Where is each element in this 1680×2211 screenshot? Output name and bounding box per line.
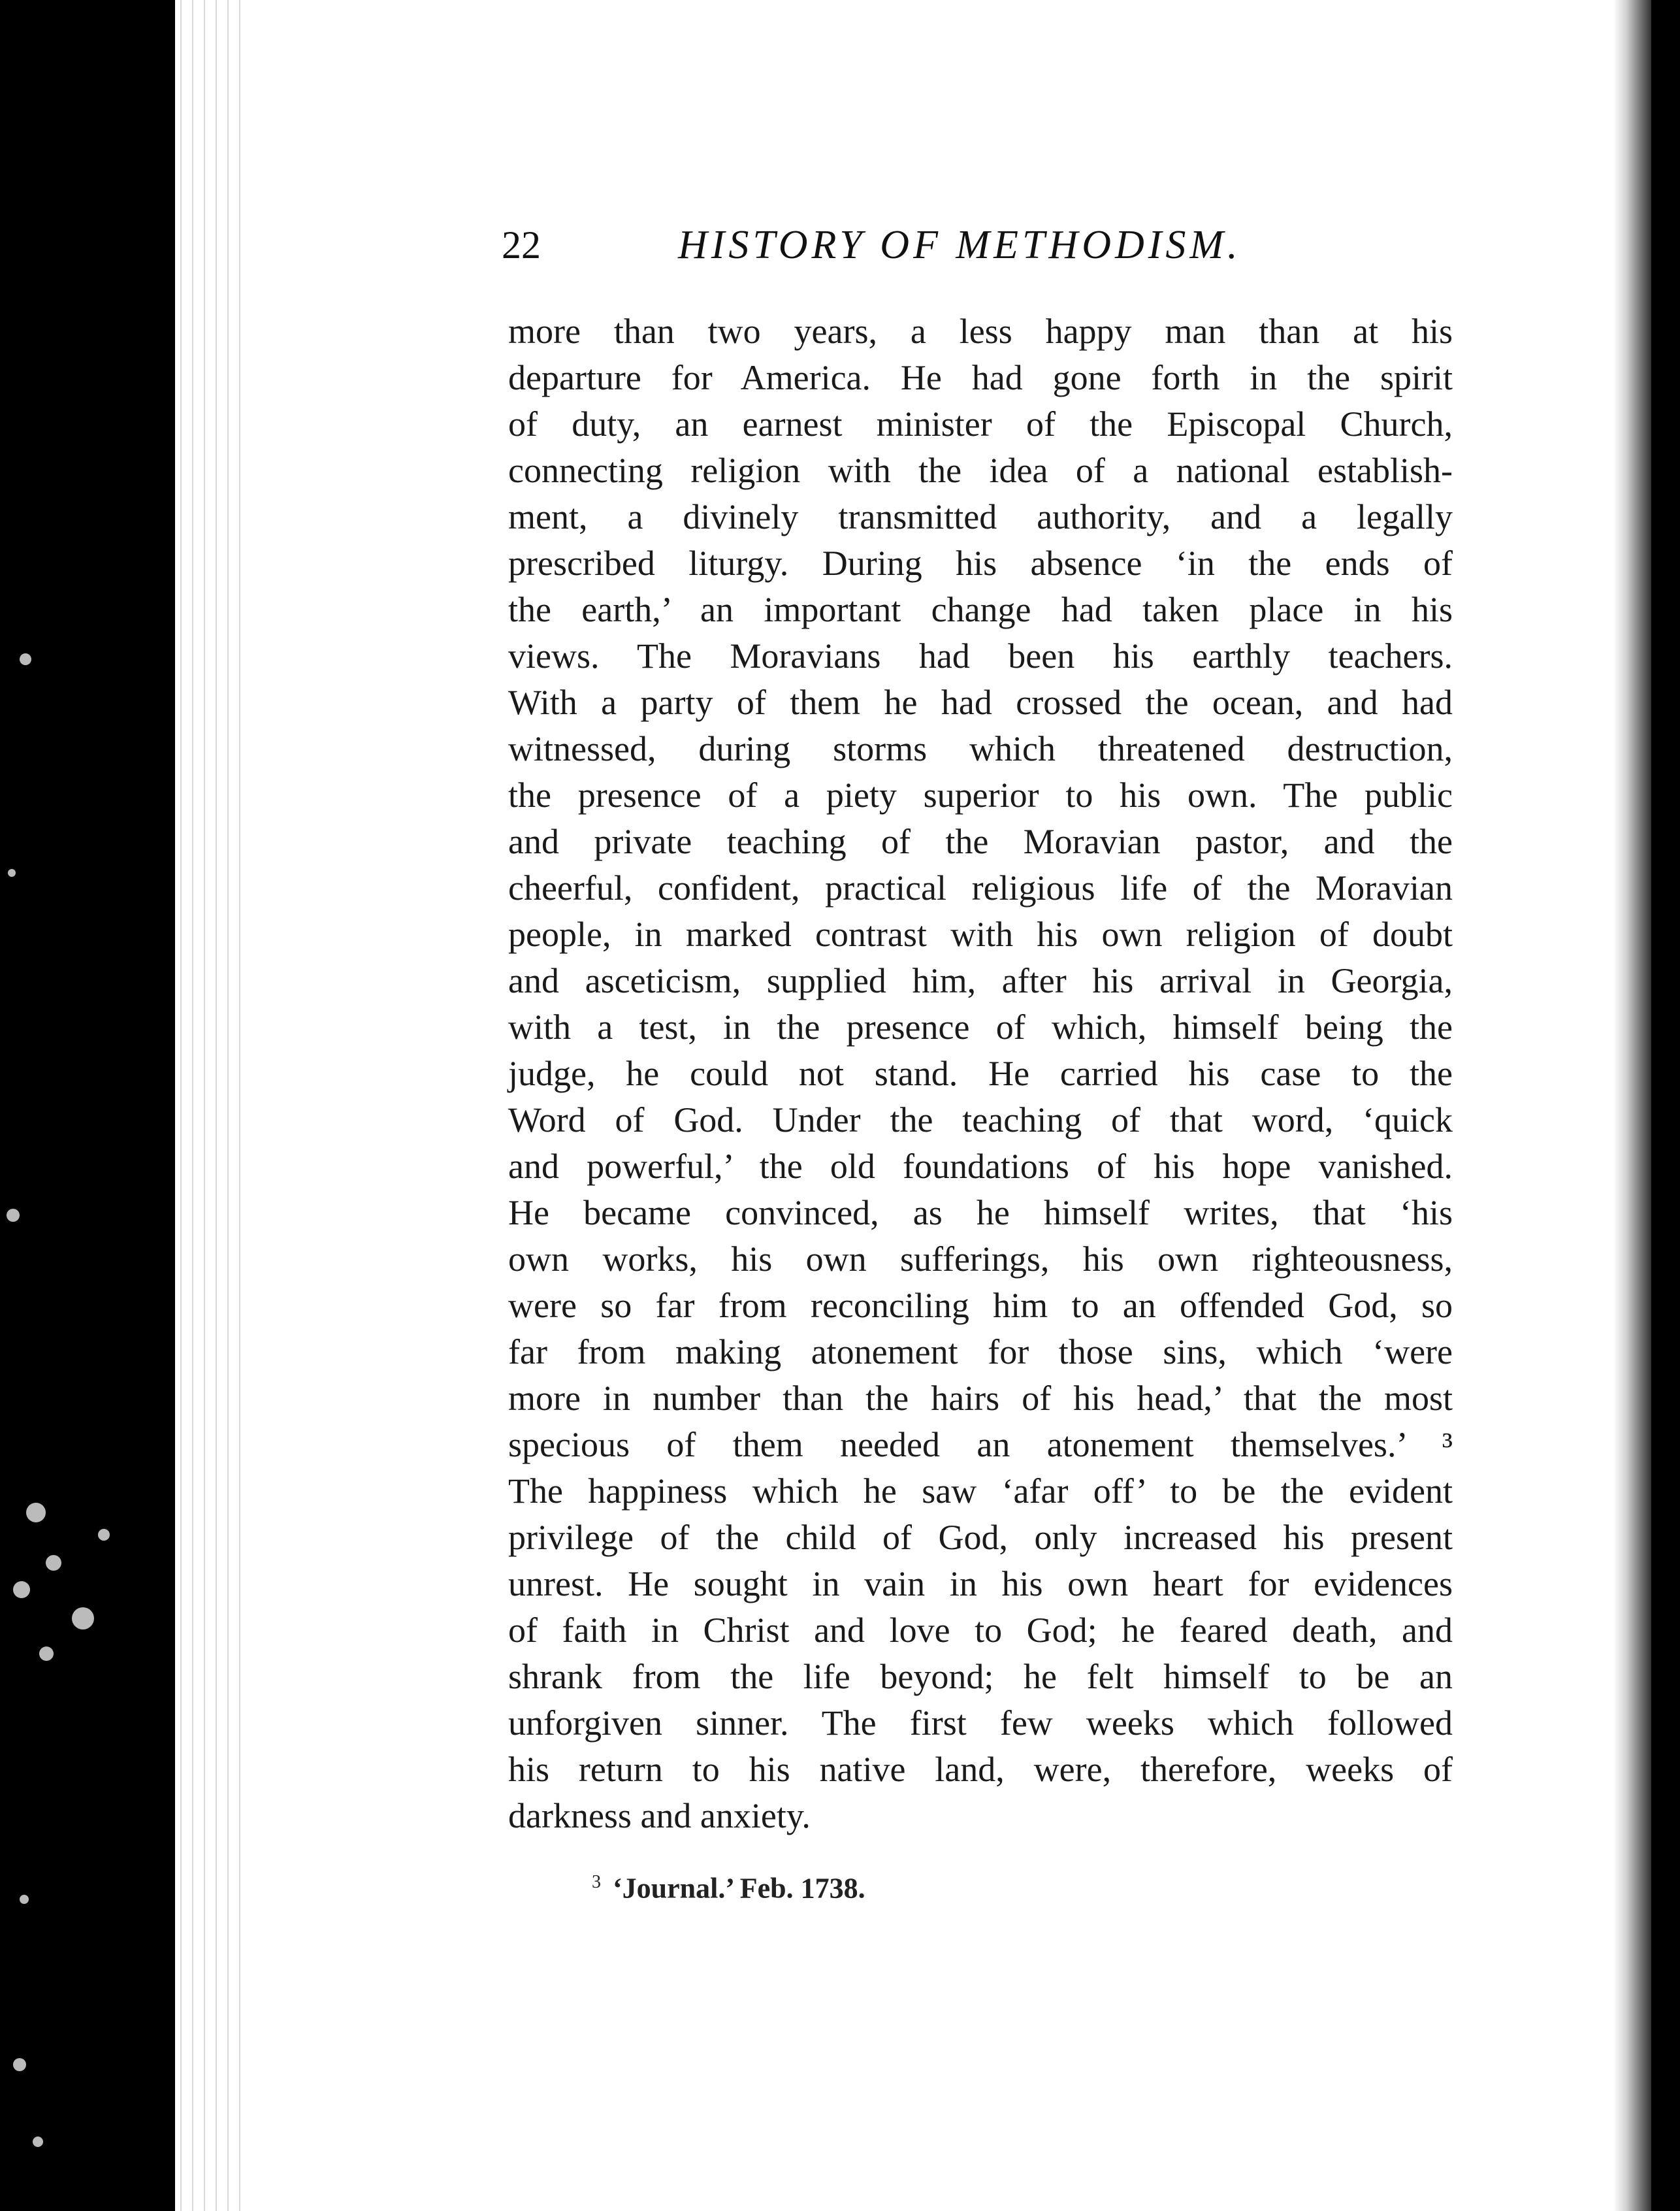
scan-speck [46, 1555, 61, 1571]
text-line: with a test, in the presence of which, himself being the [508, 1007, 1453, 1047]
text-line: more in number than the hairs of his head,’ that the most [508, 1379, 1453, 1418]
text-line: He became convinced, as he himself writes, that ‘his [508, 1193, 1453, 1232]
book-gutter-edge [1613, 0, 1651, 2211]
text-line: shrank from the life beyond; he felt himself to be an [508, 1657, 1453, 1696]
scan-speck [20, 1895, 29, 1904]
text-line: of faith in Christ and love to God; he feared death, and [508, 1611, 1453, 1650]
scan-speck [20, 653, 31, 665]
footnote-text: ‘Journal.’ Feb. 1738. [613, 1872, 865, 1905]
scan-right-margin [1651, 0, 1680, 2211]
body-text [508, 308, 1453, 1839]
text-line: views. The Moravians had been his earthly teachers. [508, 636, 1453, 676]
text-line: the earth,’ an important change had taken place in his [508, 590, 1453, 629]
text-line: the presence of a piety superior to his own. The public [508, 776, 1453, 815]
text-line: own works, his own sufferings, his own righteousness, [508, 1239, 1453, 1279]
scan-speck [26, 1503, 46, 1522]
text-line: The happiness which he saw ‘afar off’ to be the evident [508, 1471, 1453, 1511]
running-title: HISTORY OF METHODISM. [678, 223, 1242, 267]
text-line: and private teaching of the Moravian pastor, and the [508, 822, 1453, 861]
text-line: his return to his native land, were, therefore, weeks of [508, 1750, 1453, 1789]
text-line: With a party of them he had crossed the ocean, and had [508, 683, 1453, 722]
text-line: people, in marked contrast with his own religion of doubt [508, 915, 1453, 954]
page-number: 22 [502, 223, 541, 267]
text-line: witnessed, during storms which threatened destruction, [508, 729, 1453, 768]
text-line: specious of them needed an atonement themselves.’ ³ [508, 1425, 1453, 1464]
text-line: privilege of the child of God, only increased his present [508, 1518, 1453, 1557]
footnote-marker: 3 [592, 1872, 601, 1892]
text-line: and powerful,’ the old foundations of his hope vanished. [508, 1147, 1453, 1186]
text-line: unforgiven sinner. The first few weeks which followed [508, 1703, 1453, 1743]
scan-speck [72, 1607, 94, 1630]
text-line: cheerful, confident, practical religious life of the Moravian [508, 868, 1453, 908]
text-line: more than two years, a less happy man than at his [508, 312, 1453, 351]
text-line: connecting religion with the idea of a national establish- [508, 451, 1453, 490]
text-line: ment, a divinely transmitted authority, and a legally [508, 497, 1453, 536]
text-line: far from making atonement for those sins, which ‘were [508, 1332, 1453, 1371]
scan-left-margin [0, 0, 175, 2211]
scan-speck [8, 869, 16, 877]
scan-speck [7, 1209, 20, 1222]
running-head [502, 216, 1547, 274]
text-line: Word of God. Under the teaching of that word, ‘quick [508, 1100, 1453, 1139]
text-line: departure for America. He had gone forth in the spirit [508, 358, 1453, 397]
text-line: unrest. He sought in vain in his own heart for evidences [508, 1564, 1453, 1603]
scan-speck [33, 2137, 43, 2147]
scan-speck [13, 1581, 30, 1598]
text-line: prescribed liturgy. During his absence ‘in the ends of [508, 544, 1453, 583]
text-line: of duty, an earnest minister of the Episcopal Church, [508, 404, 1453, 444]
scan-speck [39, 1646, 54, 1661]
book-page [247, 0, 1613, 2211]
book-page-edges [175, 0, 247, 2211]
footnote [592, 1859, 865, 1912]
scan-speck [13, 2058, 26, 2071]
text-line: darkness and anxiety. [508, 1796, 811, 1835]
text-line: were so far from reconciling him to an offended God, so [508, 1286, 1453, 1325]
text-line: judge, he could not stand. He carried his case to the [508, 1054, 1453, 1093]
scan-speck [98, 1529, 110, 1541]
text-line: and asceticism, supplied him, after his arrival in Georgia, [508, 961, 1453, 1000]
